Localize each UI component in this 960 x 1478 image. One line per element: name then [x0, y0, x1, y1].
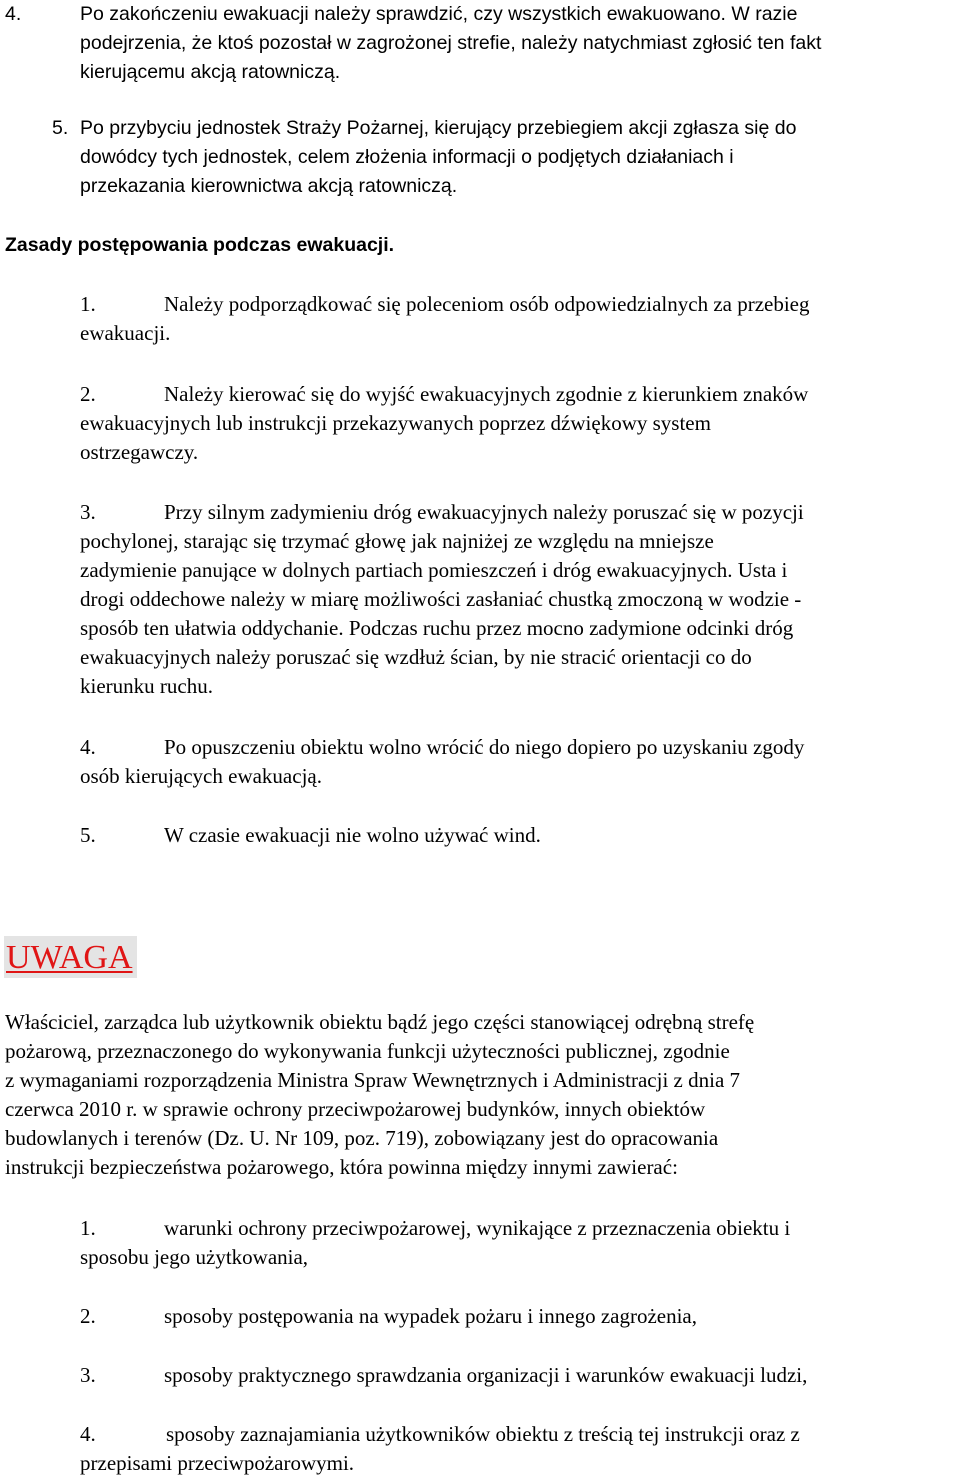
list-item-text: sposoby praktycznego sprawdzania organizacji i warunków ewakuacji ludzi, — [164, 1363, 808, 1387]
list-item — [0, 1302, 960, 1331]
list-item-number: 3. — [80, 500, 96, 524]
list-item-text: sposoby postępowania na wypadek pożaru i innego zagrożenia, — [164, 1304, 697, 1328]
list-item-text: podejrzenia, że ktoś pozostał w zagrożonej strefie, należy natychmiast zgłosić ten fakt — [80, 32, 822, 54]
paragraph-line: budowlanych i terenów (Dz. U. Nr 109, poz. 719), zobowiązany jest do opracowania — [5, 1126, 719, 1150]
list-item-text: ewakuacyjnych lub instrukcji przekazywanych poprzez dźwiękowy system — [80, 411, 711, 435]
list-item-text: Przy silnym zadymieniu dróg ewakuacyjnych należy poruszać się w pozycji — [164, 500, 804, 524]
list-item — [0, 733, 960, 791]
list-item-text: Należy kierować się do wyjść ewakuacyjnych zgodnie z kierunkiem znaków — [164, 382, 809, 406]
top-list — [0, 0, 960, 87]
warning-paragraph — [5, 1008, 950, 1182]
list-item-number: 1. — [80, 1216, 96, 1240]
paragraph-line: Właściciel, zarządca lub użytkownik obiektu bądź jego części stanowiącej odrębną strefę — [5, 1010, 755, 1034]
list-item-text: kierunku ruchu. — [80, 674, 213, 698]
list-item — [0, 1214, 960, 1272]
list-item-number: 5. — [80, 823, 96, 847]
list-item-text: sposobu jego użytkowania, — [80, 1245, 309, 1269]
list-item-text: W czasie ewakuacji nie wolno używać wind. — [164, 823, 541, 847]
list-item — [0, 380, 960, 467]
rules-list — [0, 498, 960, 701]
paragraph-line: z wymaganiami rozporządzenia Ministra Spraw Wewnętrznych i Administracji z dnia 7 — [5, 1068, 741, 1092]
instruction-list — [0, 1420, 960, 1478]
instruction-list — [0, 1214, 960, 1272]
list-item-text: warunki ochrony przeciwpożarowej, wynikające z przeznaczenia obiektu i — [164, 1216, 791, 1240]
rules-list — [0, 290, 960, 348]
list-item-text: ostrzegawczy. — [80, 440, 199, 464]
list-item-text: Po opuszczeniu obiektu wolno wrócić do niego dopiero po uzyskaniu zgody — [164, 735, 805, 759]
list-item-text: ewakuacyjnych należy poruszać się wzdłuż ścian, by nie stracić orientacji co do — [80, 645, 752, 669]
list-item — [0, 1420, 960, 1478]
list-item-text: kierującemu akcją ratowniczą. — [80, 61, 341, 83]
list-item-text: Po zakończeniu ewakuacji należy sprawdzić, czy wszystkich ewakuowano. W razie — [80, 3, 798, 25]
list-item — [0, 1361, 960, 1390]
list-item-number: 4. — [5, 3, 22, 25]
list-item-number: 1. — [80, 292, 96, 316]
rules-list — [0, 380, 960, 467]
list-item-text: drogi oddechowe należy w miarę możliwości zasłaniać chustką zmoczoną w wodzie - — [80, 587, 802, 611]
list-item-text: Po przybyciu jednostek Straży Pożarnej, kierujący przebiegiem akcji zgłasza się do — [80, 117, 797, 139]
list-item-text: osób kierujących ewakuacją. — [80, 764, 322, 788]
list-item-number: 4. — [80, 1422, 96, 1446]
list-item-text: Należy podporządkować się poleceniom osób odpowiedzialnych za przebieg — [164, 292, 810, 316]
list-item — [0, 290, 960, 348]
instruction-list — [0, 1302, 960, 1331]
paragraph-line: pożarową, przeznaczonego do wykonywania funkcji użyteczności publicznej, zgodnie — [5, 1039, 730, 1063]
list-item-number: 5. — [52, 117, 69, 139]
list-item — [0, 498, 960, 701]
list-item-text: ewakuacji. — [80, 321, 171, 345]
list-item-text: pochylonej, starając się trzymać głowę jak najniżej ze względu na mniejsze — [80, 529, 714, 553]
rules-list — [0, 821, 960, 850]
list-item-number: 4. — [80, 735, 96, 759]
list-item-number: 2. — [80, 1304, 96, 1328]
paragraph-line: instrukcji bezpieczeństwa pożarowego, która powinna między innymi zawierać: — [5, 1155, 678, 1179]
list-item — [0, 0, 960, 87]
list-item-text: sposoby zaznajamiania użytkowników obiektu z treścią tej instrukcji oraz z — [166, 1422, 800, 1446]
paragraph-line: czerwca 2010 r. w sprawie ochrony przeciwpożarowej budynków, innych obiektów — [5, 1097, 706, 1121]
top-list — [0, 114, 960, 201]
list-item-text: przepisami przeciwpożarowymi. — [80, 1451, 355, 1475]
list-item-text: zadymienie panujące w dolnych partiach pomieszczeń i dróg ewakuacyjnych. Usta i — [80, 558, 788, 582]
list-item-number: 2. — [80, 382, 96, 406]
rules-heading: Zasady postępowania podczas ewakuacji. — [5, 234, 395, 256]
list-item-number: 3. — [80, 1363, 96, 1387]
warning-label: UWAGA — [4, 936, 137, 978]
list-item-text: dowódcy tych jednostek, celem złożenia informacji o podjętych działaniach i — [80, 146, 734, 168]
list-item — [0, 114, 960, 201]
list-item — [0, 821, 960, 850]
rules-list — [0, 733, 960, 791]
instruction-list — [0, 1361, 960, 1390]
list-item-text: przekazania kierownictwa akcją ratowniczą. — [80, 175, 458, 197]
list-item-text: sposób ten ułatwia oddychanie. Podczas ruchu przez mocno zadymione odcinki dróg — [80, 616, 794, 640]
